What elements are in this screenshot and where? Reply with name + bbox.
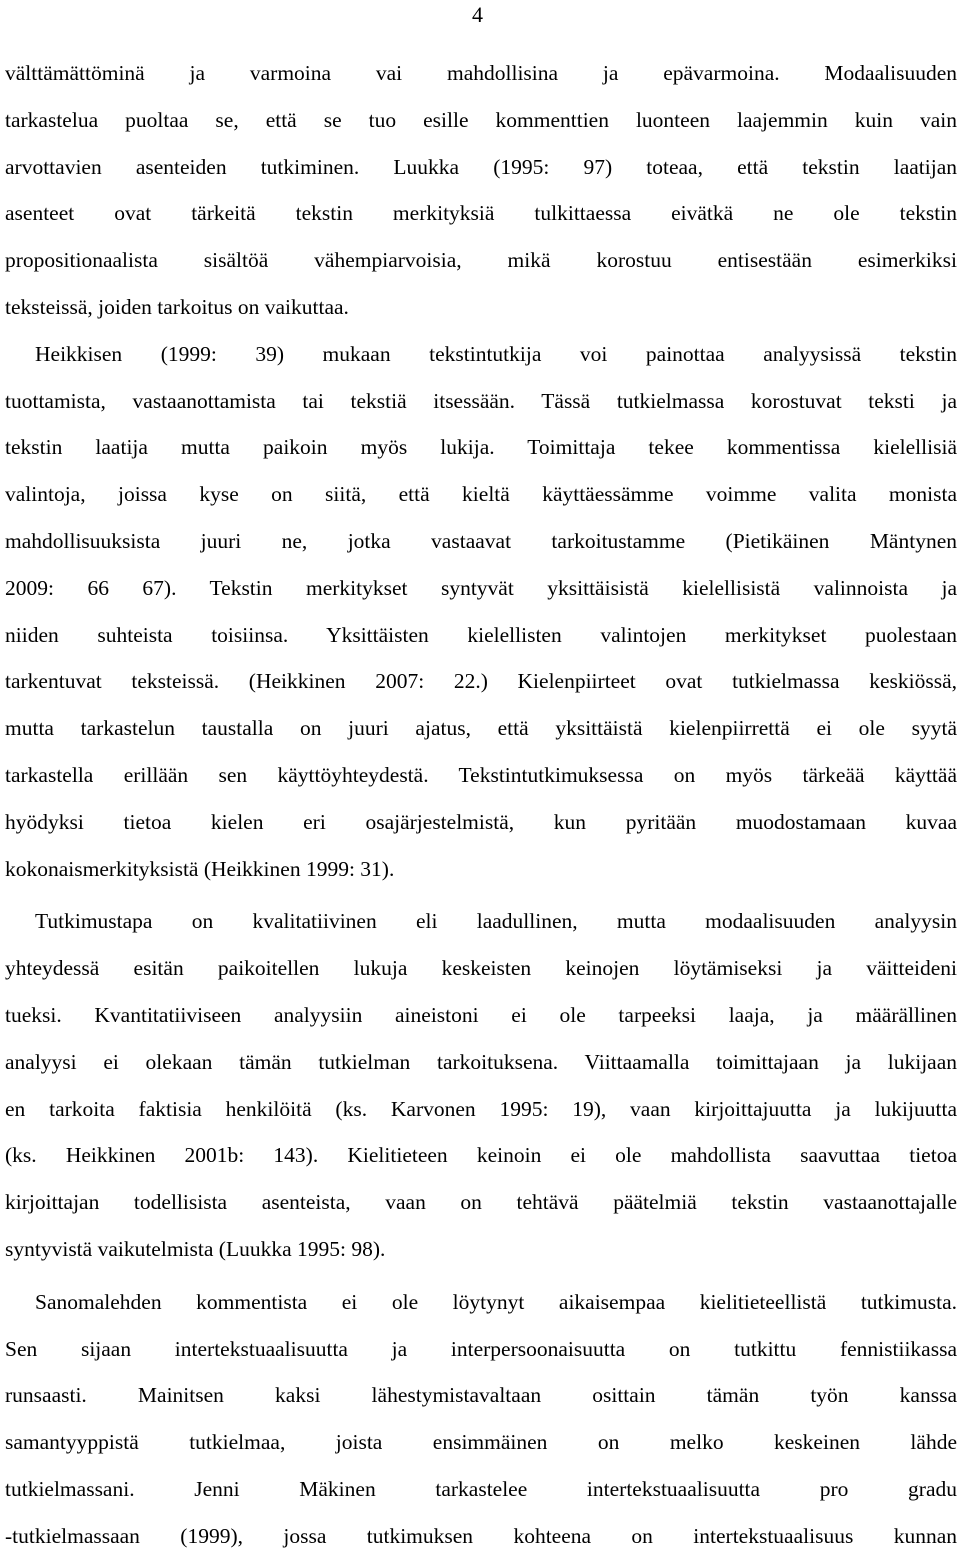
text-line: propositionaalista sisältöä vähempiarvoisia, mikä korostuu entisestään esimerkiksi <box>5 248 957 273</box>
paragraph-1 <box>5 50 957 331</box>
page-number: 4 <box>472 2 483 27</box>
text-line: tekstin laatija mutta paikoin myös lukija. Toimittaja tekee kommentissa kielellisiä <box>5 435 957 460</box>
text-line: Heikkisen (1999: 39) mukaan tekstintutkija voi painottaa analyysissä tekstin <box>35 341 957 366</box>
text-line: valintoja, joissa kyse on siitä, että kieltä käyttäessämme voimme valita monista <box>5 482 957 507</box>
text-line: niiden suhteista toisiinsa. Yksittäisten kielellisten valintojen merkitykset puolestaan <box>5 622 957 647</box>
text-line: (ks. Heikkinen 2001b: 143). Kielitieteen keinoin ei ole mahdollista saavuttaa tietoa <box>5 1143 957 1168</box>
text-line: tuottamista, vastaanottamista tai tekstiä itsessään. Tässä tutkielmassa korostuvat teksti ja <box>5 388 957 413</box>
text-line: runsaasti. Mainitsen kaksi lähestymistavaltaan osittain tämän työn kanssa <box>5 1383 957 1408</box>
text-line: kokonaismerkityksistä (Heikkinen 1999: 31). <box>5 856 395 881</box>
text-line: mutta tarkastelun taustalla on juuri ajatus, että yksittäistä kielenpiirrettä ei ole syytä <box>5 716 957 741</box>
text-line: tarkastella erillään sen käyttöyhteydestä. Tekstintutkimuksessa on myös tärkeää käyttää <box>5 762 957 787</box>
text-line: hyödyksi tietoa kielen eri osajärjestelmistä, kun pyritään muodostamaan kuvaa <box>5 809 957 834</box>
text-line: Sen sijaan intertekstuaalisuutta ja interpersoonaisuutta on tutkittu fennistiikassa <box>5 1336 957 1361</box>
text-line: tarkastelua puoltaa se, että se tuo esille kommenttien luonteen laajemmin kuin vain <box>5 107 957 132</box>
text-line: teksteissä, joiden tarkoitus on vaikuttaa. <box>5 294 349 319</box>
text-line: välttämättöminä ja varmoina vai mahdollisina ja epävarmoina. Modaalisuuden <box>5 61 957 85</box>
paragraph-3 <box>5 898 957 1272</box>
text-line: yhteydessä esitän paikoitellen lukuja keskeisten keinojen löytämiseksi ja väitteideni <box>5 956 957 981</box>
text-line: Sanomalehden kommentista ei ole löytynyt aikaisempaa kielitieteellistä tutkimusta. <box>35 1289 957 1314</box>
document-body <box>5 50 957 1560</box>
text-line: tueksi. Kvantitatiiviseen analyysiin aineistoni ei ole tarpeeksi laaja, ja määrällinen <box>5 1002 957 1027</box>
text-line: asenteet ovat tärkeitä tekstin merkityksiä tulkittaessa eivätkä ne ole tekstin <box>5 201 957 226</box>
text-line: kirjoittajan todellisista asenteista, vaan on tehtävä päätelmiä tekstin vastaanottajalle <box>5 1190 957 1215</box>
text-line: samantyyppistä tutkielmaa, joista ensimmäinen on melko keskeinen lähde <box>5 1430 957 1455</box>
text-line: -tutkielmassaan (1999), jossa tutkimuksen kohteena on intertekstuaalisuus kunnan <box>5 1523 957 1548</box>
paragraph-4 <box>5 1279 957 1560</box>
text-line: 2009: 66 67). Tekstin merkitykset syntyvät yksittäisistä kielellisistä valinnoista ja <box>5 575 957 600</box>
text-line: Tutkimustapa on kvalitatiivinen eli laadullinen, mutta modaalisuuden analyysin <box>35 909 957 934</box>
text-line: tarkentuvat teksteissä. (Heikkinen 2007: 22.) Kielenpiirteet ovat tutkielmassa keskiössä, <box>5 669 957 694</box>
text-line: syntyvistä vaikutelmista (Luukka 1995: 98). <box>5 1236 386 1261</box>
text-line: arvottavien asenteiden tutkiminen. Luukka (1995: 97) toteaa, että tekstin laatijan <box>5 154 957 179</box>
text-line: tutkielmassani. Jenni Mäkinen tarkastelee intertekstuaalisuutta pro gradu <box>5 1476 957 1501</box>
text-line: en tarkoita faktisia henkilöitä (ks. Karvonen 1995: 19), vaan kirjoittajuutta ja lukijuutta <box>5 1096 957 1121</box>
text-line: analyysi ei olekaan tämän tutkielman tarkoituksena. Viittaamalla toimittajaan ja lukijaan <box>5 1049 957 1074</box>
text-line: mahdollisuuksista juuri ne, jotka vastaavat tarkoitustamme (Pietikäinen Mäntynen <box>5 528 957 553</box>
paragraph-2 <box>5 331 957 893</box>
